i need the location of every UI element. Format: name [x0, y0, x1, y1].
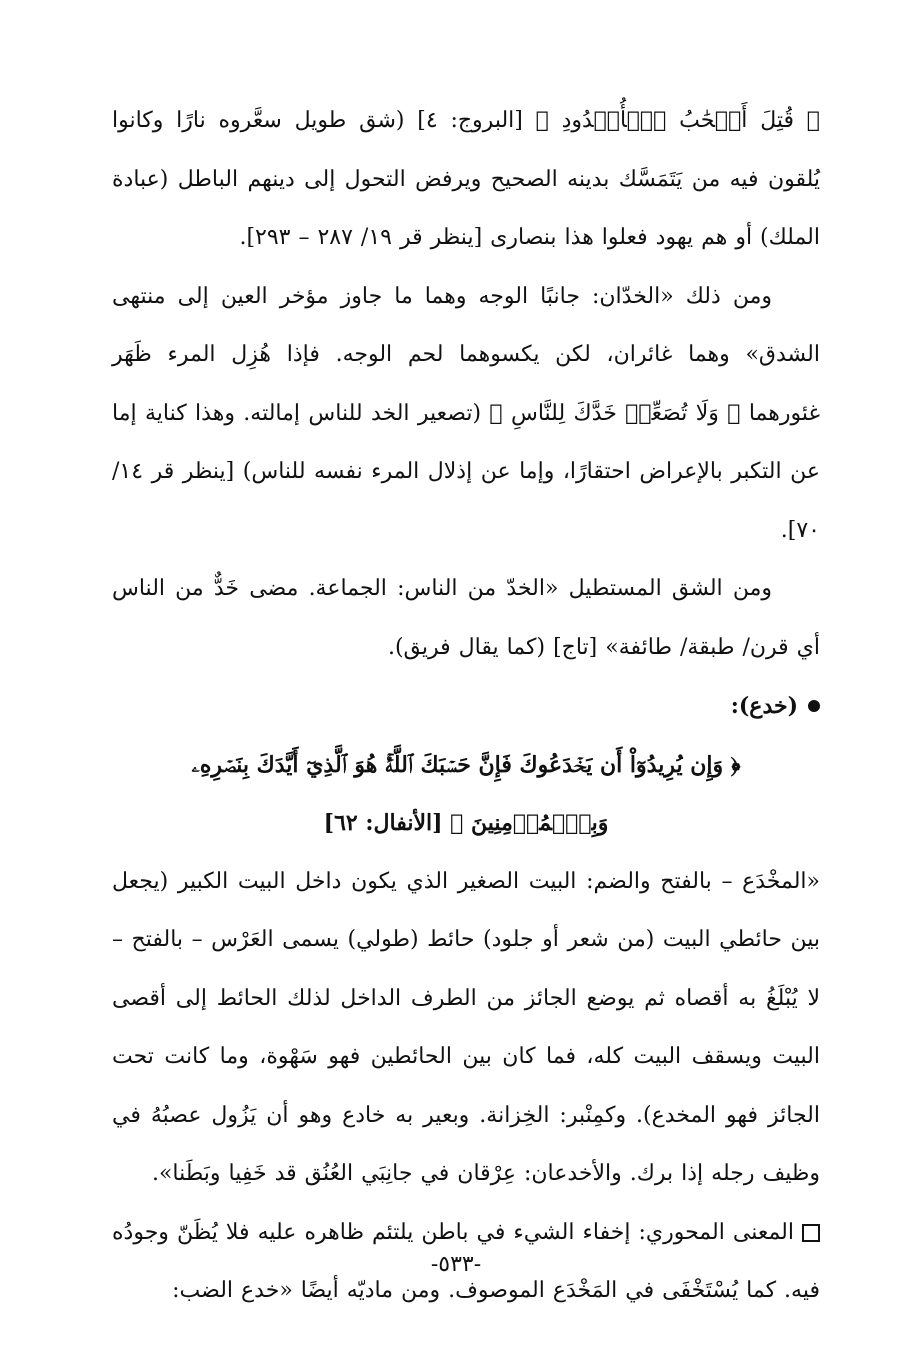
verse-line-1: ﴿ وَإِن يُرِيدُوٓاْ أَن يَخۡدَعُوكَ فَإِنَّ حَسۡبَكَ ٱللَّهُۚ هُوَ ٱلَّذِيٓ أَيَّدَكَ بِنَصۡرِهِۦ	[191, 751, 741, 778]
bullet-icon	[808, 700, 820, 712]
paragraph-quran-ukhdud: ﴿ قُتِلَ أَصۡحَٰبُ ٱلۡأُخۡدُودِ ﴾ [البروج: ٤] (شق طويل سعَّروه نارًا وكانوا يُلقون فيه من يَتَمَسَّك بدينه الصحيح ويرفض التحول إلى دينهم الباطل (عبادة الملك) أو هم يهود فعلوا هذا بنصارى [ينظر قر ١٩/ ٢٨٧ – ٢٩٣].	[112, 108, 821, 250]
checkbox-icon	[802, 1224, 820, 1242]
paragraph-khaddan: ومن ذلك «الخدّان: جانبًا الوجه وهما ما جاوز مؤخر العين إلى منتهى الشدق» وهما غائران، لكن يكسوهما لحم الوجه. فإذا هُزِل المرء ظَهَر غئورهما ﴿ وَلَا تُصَعِّرۡ خَدَّكَ لِلنَّاسِ ﴾ (تصعير الخد للناس إمالته. وهذا كناية إما عن التكبر بالإعراض احتقارًا، وإما عن إذلال المرء نفسه للناس) [ينظر قر ١٤/ ٧٠].	[112, 283, 820, 543]
entry-heading-text: (خدع):	[730, 693, 798, 719]
paragraph-khadd-people: ومن الشق المستطيل «الخدّ من الناس: الجماعة. مضى خَدٌّ من الناس أي قرن/ طبقة/ طائفة» [تاج] (كما يقال فريق).	[112, 576, 820, 660]
page-body	[112, 92, 820, 1321]
core-meaning-text: المعنى المحوري: إخفاء الشيء في باطن يلتئم ظاهره عليه فلا يُظَنّ وجودُه فيه. كما يُسْتَخْفَى في المَخْدَع الموصوف. ومن ماديّه أيضًا «خدع الضب:	[112, 1219, 820, 1303]
paragraph-makhda: «المخْدَع – بالفتح والضم: البيت الصغير الذي يكون داخل البيت الكبير (يجعل بين حائطي البيت (من شعر أو جلود) حائط (طولي) يسمى العَرْس – بالفتح – لا يُبْلَغُ به أقصاه ثم يوضع الجائز من الطرف الداخل لذلك الحائط إلى أقصى البيت ويسقف البيت كله، فما كان بين الحائطين فهو سَهْوة، وما كانت تحت الجائز فهو المخدع). وكمِنْبر: الخِزانة. وبعير به خادع وهو أن يَزُول عصبُهُ في وظيف رجله إذا برك. والأخدعان: عِرْقان في جانِبَي العُنُق قد خَفِيا وبَطَنا».	[112, 868, 820, 1186]
page-number: -٥٣٣-	[430, 1252, 482, 1277]
entry-heading	[112, 677, 820, 736]
verse-line-2: وَبِٱلۡمُؤۡمِنِينَ ﴾ [الأنفال: ٦٢]	[323, 810, 609, 836]
